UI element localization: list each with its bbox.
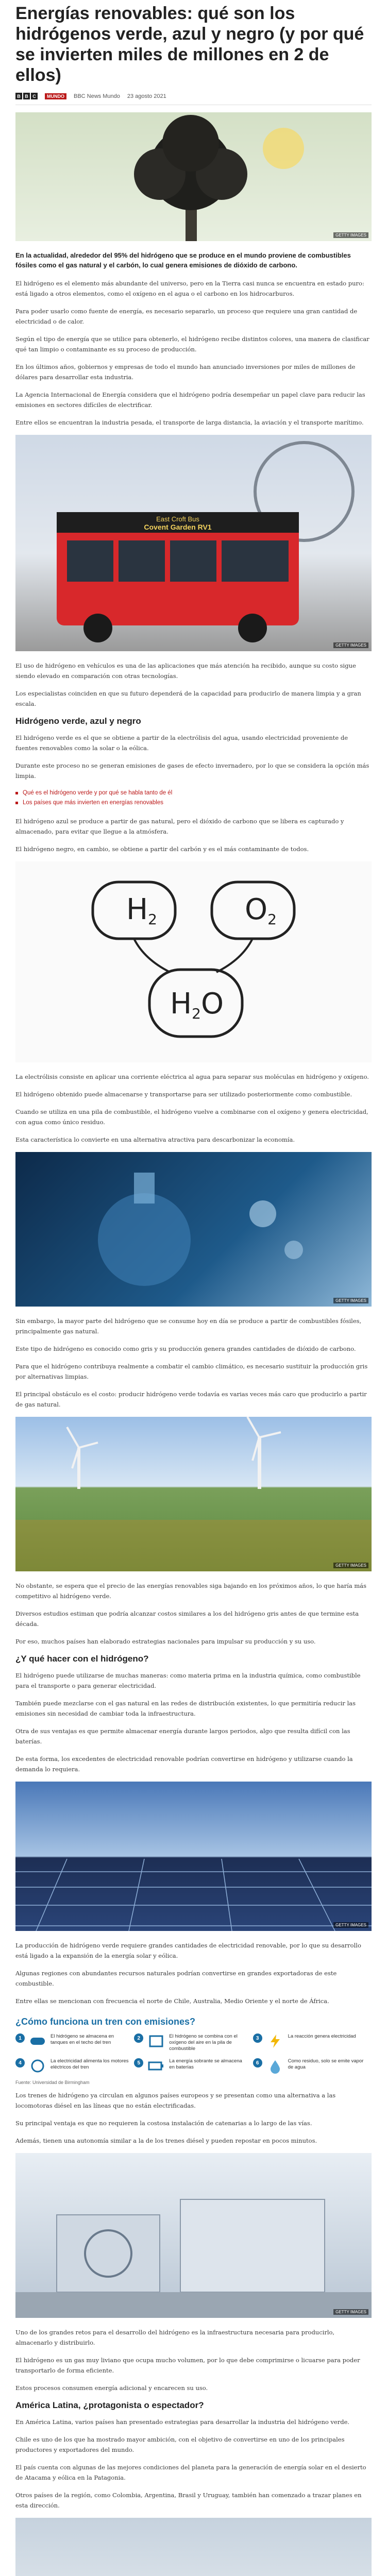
o2-label: O <box>245 893 268 926</box>
solar-panels-icon <box>15 1782 372 1931</box>
paragraph: El hidrógeno obtenido puede almacenarse y transportarse para ser utilizado posteriormente como combustible. <box>15 1091 352 1098</box>
paragraph: Durante este proceso no se generan emisiones de gases de efecto invernadero, por lo que se considera la opción más limpia. <box>15 762 369 779</box>
h2o-subscript: 2 <box>192 1005 201 1022</box>
article-lead: En la actualidad, alrededor del 95% del hidrógeno que se produce en el mundo proviene de combustibles fósiles como el gas natural y el carbón, lo cual genera emisiones de dióxido de carbono. <box>15 251 351 269</box>
step-text: El hidrógeno se combina con el oxígeno del aire en la pila de combustible <box>169 2033 238 2052</box>
section-heading-colors: Hidrógeno verde, azul y negro <box>15 716 141 726</box>
paragraph: No obstante, se espera que el precio de las energías renovables siga bajando en los próximos años, lo que haría más competitivo al hidrógeno verde. <box>15 1582 366 1600</box>
hydrogen-bus-illustration-icon <box>15 435 372 651</box>
infographic-steps <box>15 2033 372 2074</box>
paragraph: Chile es uno de los que ha mostrado mayor ambición, con el objetivo de convertirse en uno de los principales productores y exportadores del mundo. <box>15 2436 345 2453</box>
paragraph: El hidrógeno es el elemento más abundante del universo, pero en la Tierra casi nunca se encuentra en estado puro: está ligado a otros elementos, como el oxígeno en el agua o el carbono en los hidrocarburos. <box>15 280 364 297</box>
figure-tram <box>15 2518 372 2576</box>
step-text: La energía sobrante se almacena en baterías <box>169 2058 242 2070</box>
byline <box>15 93 372 99</box>
paragraph: Estos procesos consumen energía adicional y encarecen su uso. <box>15 2384 208 2392</box>
infographic-step <box>134 2058 253 2074</box>
figure-h2o <box>15 861 372 1062</box>
paragraph: Otra de sus ventajas es que permite almacenar energía durante largos periodos, algo que resulta difícil con las baterías. <box>15 1727 350 1745</box>
paragraph: Entre ellos se encuentran la industria pesada, el transporte de larga distancia, la aviación y el transporte marítimo. <box>15 419 364 426</box>
paragraph: Sin embargo, la mayor parte del hidrógeno que se consume hoy en día se produce a partir de combustibles fósiles, principalmente gas natural. <box>15 1317 362 1335</box>
article-date: 23 agosto 2021 <box>127 93 166 99</box>
paragraph: Para poder usarlo como fuente de energía, es necesario separarlo, un proceso que requiere una gran cantidad de electricidad o de calor. <box>15 308 358 325</box>
o2-subscript: 2 <box>267 911 277 928</box>
bus-sign-line1: East Croft Bus <box>156 515 199 523</box>
paragraph: El hidrógeno verde es el que se obtiene a partir de la electrólisis del agua, usando electricidad proveniente de fuentes renovables como la solar o la eólica. <box>15 734 348 752</box>
paragraph: Para que el hidrógeno contribuya realmente a combatir el cambio climático, es necesario sustituir la producción gris por alternativas limpias. <box>15 1363 368 1380</box>
svg-text:H2 <box>126 893 157 928</box>
step-number: 3 <box>253 2033 262 2043</box>
paragraph: Cuando se utiliza en una pila de combustible, el hidrógeno vuelve a combinarse con el oxígeno y genera electricidad, con agua como único residuo. <box>15 1108 368 1126</box>
hydrogen-tram-icon <box>15 2518 372 2576</box>
step-text: Como residuo, solo se emite vapor de agua <box>288 2058 364 2070</box>
image-credit: GETTY IMAGES <box>333 1922 368 1928</box>
step-number: 4 <box>15 2058 25 2067</box>
infographic-step <box>15 2033 134 2052</box>
paragraph: Otros países de la región, como Colombia, Argentina, Brasil y Uruguay, también han comenzado a trazar planes en esta dirección. <box>15 2492 362 2509</box>
image-credit: GETTY IMAGES <box>333 1563 368 1568</box>
paragraph: La producción de hidrógeno verde requiere grandes cantidades de electricidad renovable, por lo que su desarrollo está ligado a la expansión de la energía solar y eólica. <box>15 1942 361 1959</box>
h2o-oxygen: O <box>200 987 224 1021</box>
related-links <box>15 788 372 808</box>
infographic-step <box>134 2033 253 2052</box>
infographic-title: ¿Cómo funciona un tren con emisiones? <box>15 2016 196 2027</box>
molecule-image <box>15 861 372 1062</box>
article-title: Energías renovables: qué son los hidrógenos verde, azul y negro (y por qué se invierten miles de millones en 2 de ellos) <box>15 4 364 85</box>
water-vapor-icon <box>266 2058 284 2074</box>
paragraph: Los trenes de hidrógeno ya circulan en algunos países europeos y se presentan como una alternativa a las locomotoras diésel en las líneas que no están electrificadas. <box>15 2092 336 2109</box>
paragraph: También puede mezclarse con el gas natural en las redes de distribución existentes, lo que permitiría reducir las emisiones sin necesidad de cambiar toda la infraestructura. <box>15 1700 356 1717</box>
paragraph: Además, tienen una autonomía similar a la de los trenes diésel y pueden repostar en pocos minutos. <box>15 2137 317 2144</box>
flask-image <box>15 1152 372 1307</box>
bus-image <box>15 435 372 651</box>
section-heading-latam: América Latina, ¿protagonista o espectador? <box>15 2400 204 2410</box>
infographic-step <box>253 2058 372 2074</box>
paragraph: El hidrógeno puede utilizarse de muchas maneras: como materia prima en la industria química, como combustible para el transporte o para generar electricidad. <box>15 1672 361 1689</box>
figure-tree <box>15 112 372 241</box>
h2o-label: H <box>170 987 192 1021</box>
svg-text:O2 <box>245 893 277 928</box>
field-image <box>15 1417 372 1571</box>
tram-image <box>15 2518 372 2576</box>
paragraph: Su principal ventaja es que no requieren la costosa instalación de catenarias a lo largo de las vías. <box>15 2120 312 2127</box>
bbc-logo-letter: B <box>23 93 30 99</box>
section-heading-question: ¿Y qué hacer con el hidrógeno? <box>15 1654 149 1664</box>
paragraph: Según el tipo de energía que se utilice para obtenerlo, el hidrógeno recibe distintos colores, una manera de clasificar qué tan limpio o contaminante es su proceso de producción. <box>15 335 369 353</box>
step-text: La electricidad alimenta los motores eléctricos del tren <box>51 2058 129 2070</box>
paragraph: Por eso, muchos países han elaborado estrategias nacionales para impulsar su producción y su uso. <box>15 1638 316 1645</box>
image-credit: GETTY IMAGES <box>333 2309 368 2315</box>
paragraph: Uno de los grandes retos para el desarrollo del hidrógeno es la infraestructura necesaria para producirlo, almacenarlo y distribuirlo. <box>15 2329 335 2346</box>
svg-text:H2O <box>170 987 224 1022</box>
paragraph: Esta característica lo convierte en una alternativa atractiva para descarbonizar la economía. <box>15 1136 295 1143</box>
paragraph: El hidrógeno azul se produce a partir de gas natural, pero el dióxido de carbono que se libera es capturado y almacenado, para evitar que llegue a la atmósfera. <box>15 818 344 835</box>
paragraph: Diversos estudios estiman que podría alcanzar costos similares a los del hidrógeno gris antes de que termine esta década. <box>15 1610 359 1628</box>
step-number: 2 <box>134 2033 143 2043</box>
figure-solar <box>15 1782 372 1931</box>
paragraph: El principal obstáculo es el costo: producir hidrógeno verde todavía es varias veces más caro que producirlo a partir de gas natural. <box>15 1391 367 1408</box>
article-author: BBC News Mundo <box>74 93 120 99</box>
motor-icon <box>29 2058 46 2074</box>
paragraph: En América Latina, varios países han presentado estrategias para desarrollar la industria del hidrógeno verde. <box>15 2418 350 2426</box>
paragraph: El hidrógeno es un gas muy liviano que ocupa mucho volumen, por lo que debe comprimirse o licuarse para poder transportarlo de forma eficiente. <box>15 2357 360 2374</box>
bus-sign-line2: Covent Garden RV1 <box>144 523 212 531</box>
image-credit: GETTY IMAGES <box>333 642 368 648</box>
step-number: 6 <box>253 2058 262 2067</box>
paragraph: La Agencia Internacional de Energía considera que el hidrógeno podría desempeñar un papel clave para reducir las emisiones en sectores difíciles de electrificar. <box>15 391 365 409</box>
tree-image <box>15 112 372 241</box>
paragraph: Algunas regiones con abundantes recursos naturales podrían convertirse en grandes exportadoras de este combustible. <box>15 1970 337 1987</box>
hydrogen-tank-icon <box>29 2033 46 2049</box>
section-tag: MUNDO <box>45 93 66 99</box>
paragraph: El uso de hidrógeno en vehículos es una de las aplicaciones que más atención ha recibido, aunque su costo sigue siendo elevado en comparación con otras tecnologías. <box>15 662 356 680</box>
paragraph: En los últimos años, gobiernos y empresas de todo el mundo han anunciado inversiones por miles de millones de dólares para desarrollar esta industria. <box>15 363 356 381</box>
related-link[interactable]: Qué es el hidrógeno verde y por qué se habla tanto de él <box>15 788 372 798</box>
fuel-cell-icon <box>147 2033 165 2049</box>
solar-image <box>15 1782 372 1931</box>
image-credit: GETTY IMAGES <box>333 232 368 238</box>
step-text: El hidrógeno se almacena en tanques en el techo del tren <box>51 2033 114 2045</box>
paragraph: Entre ellas se mencionan con frecuencia el norte de Chile, Australia, Medio Oriente y el norte de África. <box>15 1997 329 2005</box>
bbc-logo <box>15 93 38 99</box>
paragraph: El país cuenta con algunas de las mejores condiciones del planeta para la generación de energía solar en el desierto de Atacama y eólica en la Patagonia. <box>15 2464 366 2481</box>
plant-image <box>15 2153 372 2318</box>
paragraph: La electrólisis consiste en aplicar una corriente eléctrica al agua para separar sus moléculas en hidrógeno y oxígeno. <box>15 1073 369 1080</box>
step-text: La reacción genera electricidad <box>288 2033 356 2039</box>
flask-illustration-icon <box>15 1152 372 1307</box>
battery-icon <box>147 2058 165 2074</box>
infographic-step <box>253 2033 372 2052</box>
paragraph: Este tipo de hidrógeno es conocido como gris y su producción genera grandes cantidades de dióxido de carbono. <box>15 1345 356 1352</box>
figure-plant <box>15 2153 372 2318</box>
bbc-logo-letter: C <box>31 93 38 99</box>
paragraph: El hidrógeno negro, en cambio, se obtiene a partir del carbón y es el más contaminante de todos. <box>15 845 309 853</box>
image-credit: GETTY IMAGES <box>333 1298 368 1303</box>
h2-label: H <box>126 893 148 926</box>
related-link[interactable]: Los países que más invierten en energías renovables <box>15 798 372 808</box>
wind-turbine-field-icon <box>15 1417 372 1571</box>
bbc-logo-letter: B <box>15 93 22 99</box>
h2-subscript: 2 <box>148 911 157 928</box>
molecule-sketch-icon <box>15 861 372 1062</box>
step-number: 1 <box>15 2033 25 2043</box>
figure-flask <box>15 1152 372 1307</box>
paragraph: Los especialistas coinciden en que su futuro dependerá de la capacidad para producirlo de manera limpia y a gran escala. <box>15 690 361 707</box>
infographic-source: Fuente: Universidad de Birmingham <box>15 2080 90 2085</box>
electricity-icon <box>266 2033 284 2049</box>
tree-illustration-icon <box>15 112 372 241</box>
step-number: 5 <box>134 2058 143 2067</box>
figure-bus <box>15 435 372 651</box>
hydrogen-plant-icon <box>15 2153 372 2318</box>
infographic-step <box>15 2058 134 2074</box>
figure-field <box>15 1417 372 1571</box>
train-infographic <box>15 2013 372 2090</box>
paragraph: De esta forma, los excedentes de electricidad renovable podrían convertirse en hidrógeno y utilizarse cuando la demanda lo requiera. <box>15 1755 353 1773</box>
